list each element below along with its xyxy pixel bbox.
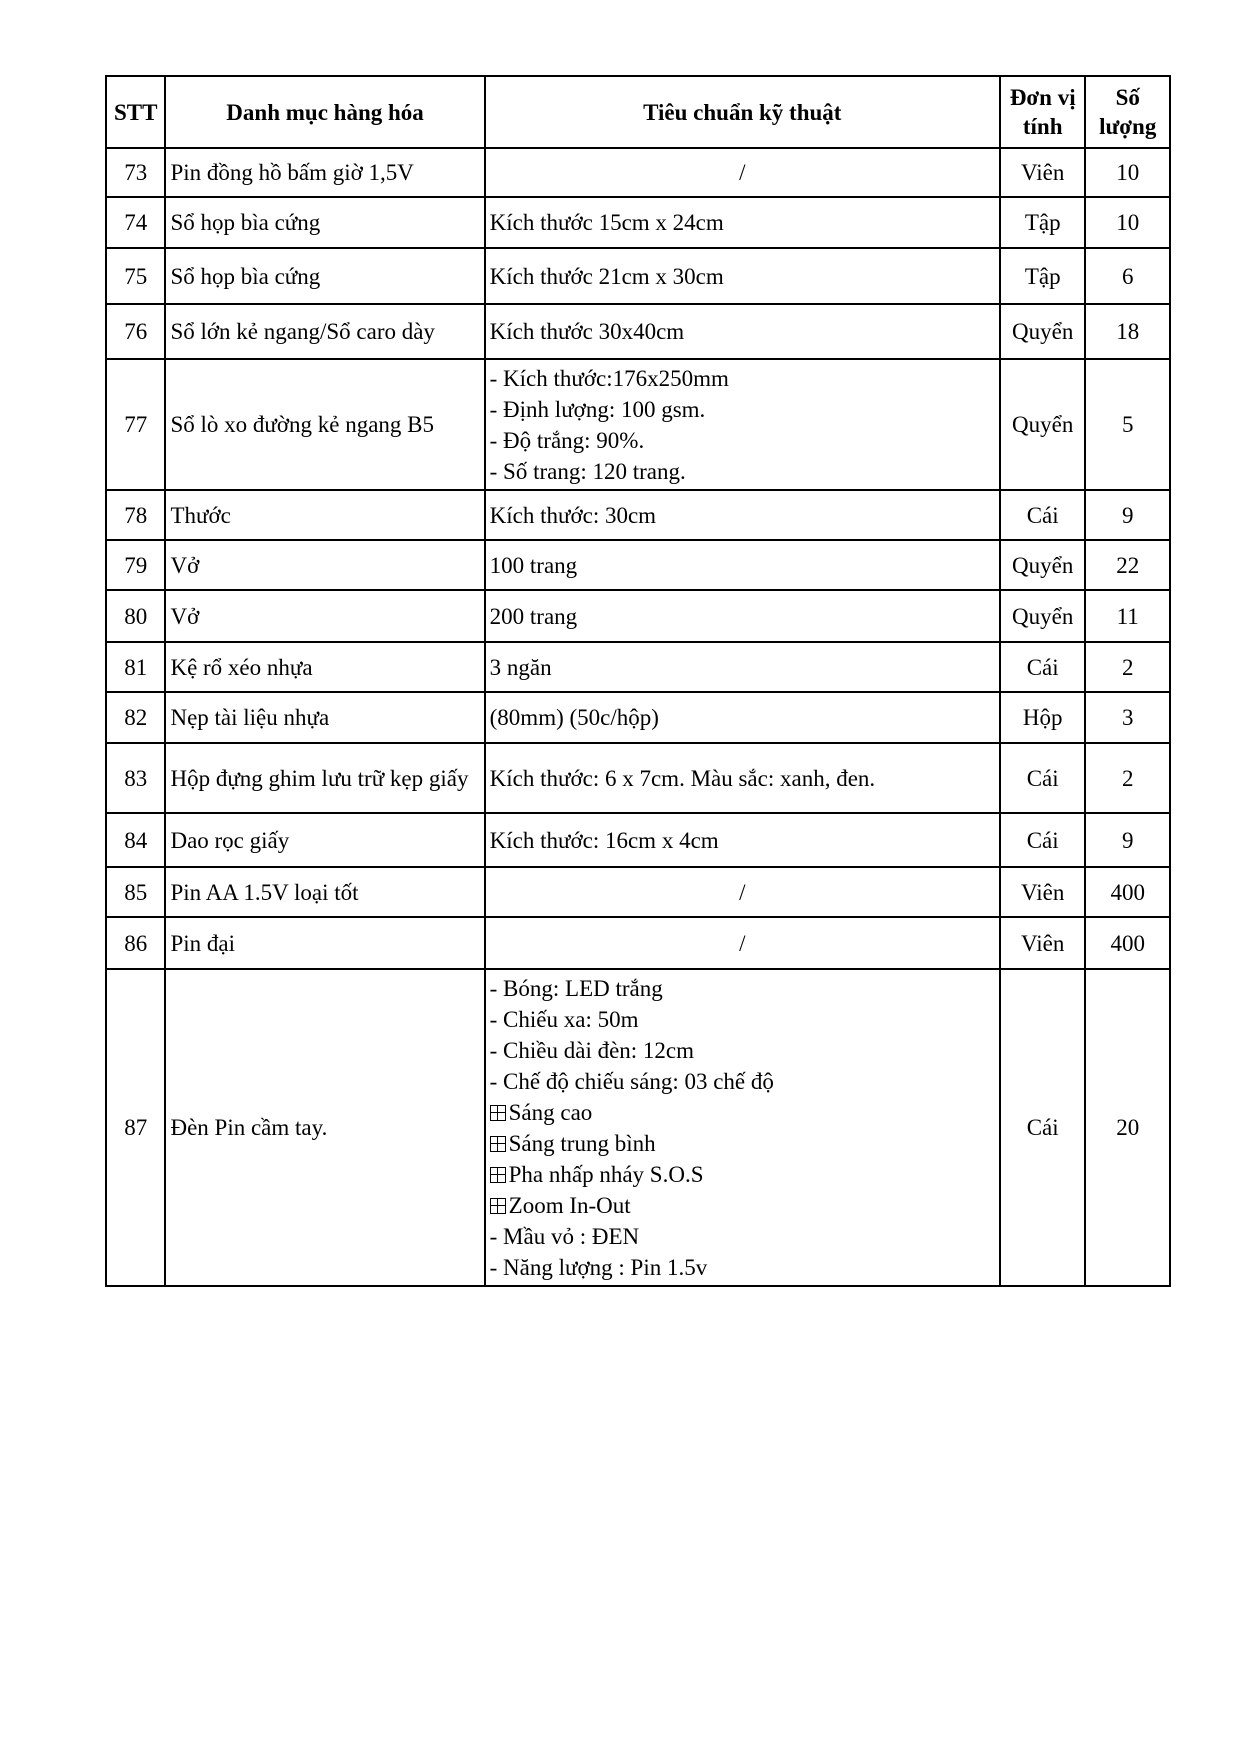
spec-line: [490, 973, 995, 1004]
spec-line-text: 3 ngăn: [489, 654, 552, 680]
spec-line-text: - Năng lượng : Pin 1.5v: [489, 1254, 708, 1280]
cell-stt: 83: [106, 743, 165, 813]
spec-line: [490, 207, 995, 238]
cell-qty: 10: [1085, 197, 1170, 248]
cell-qty: 11: [1085, 590, 1170, 642]
spec-line-text: - Mầu vỏ : ĐEN: [489, 1223, 640, 1249]
cell-stt: 82: [106, 692, 165, 743]
cell-stt: 75: [106, 248, 165, 304]
cell-unit: Cái: [1000, 642, 1086, 692]
spec-line-text: Kích thước: 30cm: [489, 502, 657, 528]
spec-line: [490, 928, 995, 959]
spec-line-text: Sáng cao: [508, 1099, 593, 1125]
spec-line: [490, 1159, 995, 1190]
spec-line-text: 100 trang: [489, 552, 578, 578]
cell-qty: 10: [1085, 148, 1170, 197]
cell-spec: [485, 540, 1000, 590]
cell-name: Pin AA 1.5V loại tốt: [165, 867, 484, 917]
spec-line: [490, 456, 995, 487]
table-row: [106, 490, 1170, 540]
cell-name: Sổ họp bìa cứng: [165, 197, 484, 248]
spec-line-text: Kích thước 21cm x 30cm: [489, 263, 724, 289]
spec-line: [490, 763, 995, 794]
cell-spec: [485, 867, 1000, 917]
cell-spec: [485, 743, 1000, 813]
cell-stt: 74: [106, 197, 165, 248]
spec-line-text: - Kích thước:176x250mm: [489, 365, 729, 391]
cell-stt: 78: [106, 490, 165, 540]
checkbox-bullet-icon: [490, 1198, 506, 1214]
table-row: [106, 590, 1170, 642]
spec-line-text: Kích thước: 16cm x 4cm: [489, 827, 719, 853]
checkbox-bullet-icon: [490, 1136, 506, 1152]
spec-line: [490, 601, 995, 632]
spec-line-text: /: [739, 930, 746, 956]
cell-spec: [485, 359, 1000, 490]
cell-stt: 80: [106, 590, 165, 642]
cell-qty: 2: [1085, 743, 1170, 813]
table-body: [106, 148, 1170, 1286]
table-row: [106, 813, 1170, 867]
cell-name: Nẹp tài liệu nhựa: [165, 692, 484, 743]
cell-qty: 20: [1085, 969, 1170, 1286]
spec-line: [490, 1097, 995, 1128]
spec-line-text: Sáng trung bình: [508, 1130, 656, 1156]
cell-name: Sổ lò xo đường kẻ ngang B5: [165, 359, 484, 490]
cell-unit: Tập: [1000, 248, 1086, 304]
cell-stt: 81: [106, 642, 165, 692]
cell-qty: 9: [1085, 813, 1170, 867]
spec-line-text: - Số trang: 120 trang.: [489, 458, 686, 484]
spec-line-text: /: [739, 160, 746, 185]
spec-line: [490, 1004, 995, 1035]
spec-line: [490, 825, 995, 856]
spec-line-text: - Chế độ chiếu sáng: 03 chế độ: [489, 1068, 774, 1094]
spec-line: [490, 500, 995, 531]
spec-line: [490, 425, 995, 456]
table-row: [106, 969, 1170, 1286]
table-row: [106, 743, 1170, 813]
table-header-row: [106, 76, 1170, 148]
cell-spec: [485, 692, 1000, 743]
spec-line-text: 200 trang: [489, 603, 578, 629]
spec-line: [490, 1035, 995, 1066]
cell-spec: [485, 304, 1000, 359]
cell-qty: 5: [1085, 359, 1170, 490]
cell-qty: 6: [1085, 248, 1170, 304]
cell-stt: 86: [106, 917, 165, 969]
spec-line-text: - Độ trắng: 90%.: [489, 427, 645, 453]
checkbox-bullet-icon: [490, 1167, 506, 1183]
cell-unit: Quyển: [1000, 304, 1086, 359]
cell-qty: 3: [1085, 692, 1170, 743]
spec-line: [490, 316, 995, 347]
cell-unit: Tập: [1000, 197, 1086, 248]
cell-stt: 77: [106, 359, 165, 490]
table-row: [106, 540, 1170, 590]
spec-line: [490, 1221, 995, 1252]
cell-name: Vở: [165, 540, 484, 590]
spec-line: [490, 1252, 995, 1283]
spec-line-text: - Định lượng: 100 gsm.: [489, 396, 706, 422]
cell-name: Hộp đựng ghim lưu trữ kẹp giấy: [165, 743, 484, 813]
cell-spec: [485, 148, 1000, 197]
cell-spec: [485, 490, 1000, 540]
cell-name: Dao rọc giấy: [165, 813, 484, 867]
cell-unit: Cái: [1000, 813, 1086, 867]
cell-qty: 400: [1085, 917, 1170, 969]
cell-name: Vở: [165, 590, 484, 642]
spec-line: [490, 550, 995, 581]
spec-line: [490, 261, 995, 292]
spec-line: [490, 1128, 995, 1159]
cell-stt: 73: [106, 148, 165, 197]
cell-qty: 22: [1085, 540, 1170, 590]
header-qty: Số lượng: [1085, 76, 1170, 148]
spec-line-text: Kích thước: 6 x 7cm. Màu sắc: xanh, đen.: [489, 765, 876, 791]
cell-name: Đèn Pin cầm tay.: [165, 969, 484, 1286]
cell-name: Pin đồng hồ bấm giờ 1,5V: [165, 148, 484, 197]
cell-qty: 9: [1085, 490, 1170, 540]
spec-line: [490, 652, 995, 683]
cell-name: Sổ lớn kẻ ngang/Sổ caro dày: [165, 304, 484, 359]
cell-spec: [485, 248, 1000, 304]
table-row: [106, 917, 1170, 969]
spec-line-text: Kích thước 15cm x 24cm: [489, 210, 724, 235]
spec-line: [490, 877, 995, 908]
table-row: [106, 248, 1170, 304]
table-row: [106, 692, 1170, 743]
cell-qty: 2: [1085, 642, 1170, 692]
cell-unit: Viên: [1000, 867, 1086, 917]
cell-unit: Cái: [1000, 969, 1086, 1286]
table-row: [106, 642, 1170, 692]
spec-line-text: - Chiếu xa: 50m: [489, 1006, 639, 1032]
cell-spec: [485, 969, 1000, 1286]
cell-unit: Viên: [1000, 917, 1086, 969]
header-name: Danh mục hàng hóa: [165, 76, 484, 148]
checkbox-bullet-icon: [490, 1105, 506, 1121]
cell-unit: Viên: [1000, 148, 1086, 197]
table-row: [106, 867, 1170, 917]
spec-line-text: (80mm) (50c/hộp): [489, 705, 659, 730]
table-row: [106, 197, 1170, 248]
cell-spec: [485, 197, 1000, 248]
cell-stt: 87: [106, 969, 165, 1286]
cell-stt: 84: [106, 813, 165, 867]
goods-table: [105, 75, 1171, 1287]
cell-name: Pin đại: [165, 917, 484, 969]
cell-qty: 400: [1085, 867, 1170, 917]
spec-line-text: Zoom In-Out: [508, 1192, 631, 1218]
cell-unit: Quyển: [1000, 590, 1086, 642]
table-row: [106, 148, 1170, 197]
spec-line: [490, 363, 995, 394]
cell-spec: [485, 917, 1000, 969]
spec-line-text: - Bóng: LED trắng: [489, 975, 663, 1001]
header-unit: Đơn vị tính: [1000, 76, 1086, 148]
cell-stt: 76: [106, 304, 165, 359]
cell-stt: 79: [106, 540, 165, 590]
spec-line: [490, 157, 995, 188]
spec-line: [490, 1066, 995, 1097]
cell-qty: 18: [1085, 304, 1170, 359]
header-stt: STT: [106, 76, 165, 148]
spec-line: [490, 702, 995, 733]
cell-name: Thước: [165, 490, 484, 540]
cell-unit: Quyển: [1000, 540, 1086, 590]
cell-name: Sổ họp bìa cứng: [165, 248, 484, 304]
cell-stt: 85: [106, 867, 165, 917]
cell-unit: Cái: [1000, 490, 1086, 540]
header-spec: Tiêu chuẩn kỹ thuật: [485, 76, 1000, 148]
spec-line-text: /: [739, 879, 746, 905]
cell-spec: [485, 813, 1000, 867]
table-row: [106, 359, 1170, 490]
spec-line-text: - Chiều dài đèn: 12cm: [489, 1037, 695, 1063]
spec-line: [490, 394, 995, 425]
spec-line: [490, 1190, 995, 1221]
cell-name: Kệ rổ xéo nhựa: [165, 642, 484, 692]
spec-line-text: Pha nhấp nháy S.O.S: [508, 1161, 704, 1187]
cell-spec: [485, 590, 1000, 642]
cell-spec: [485, 642, 1000, 692]
cell-unit: Cái: [1000, 743, 1086, 813]
cell-unit: Quyển: [1000, 359, 1086, 490]
table-row: [106, 304, 1170, 359]
cell-unit: Hộp: [1000, 692, 1086, 743]
spec-line-text: Kích thước 30x40cm: [489, 319, 685, 344]
